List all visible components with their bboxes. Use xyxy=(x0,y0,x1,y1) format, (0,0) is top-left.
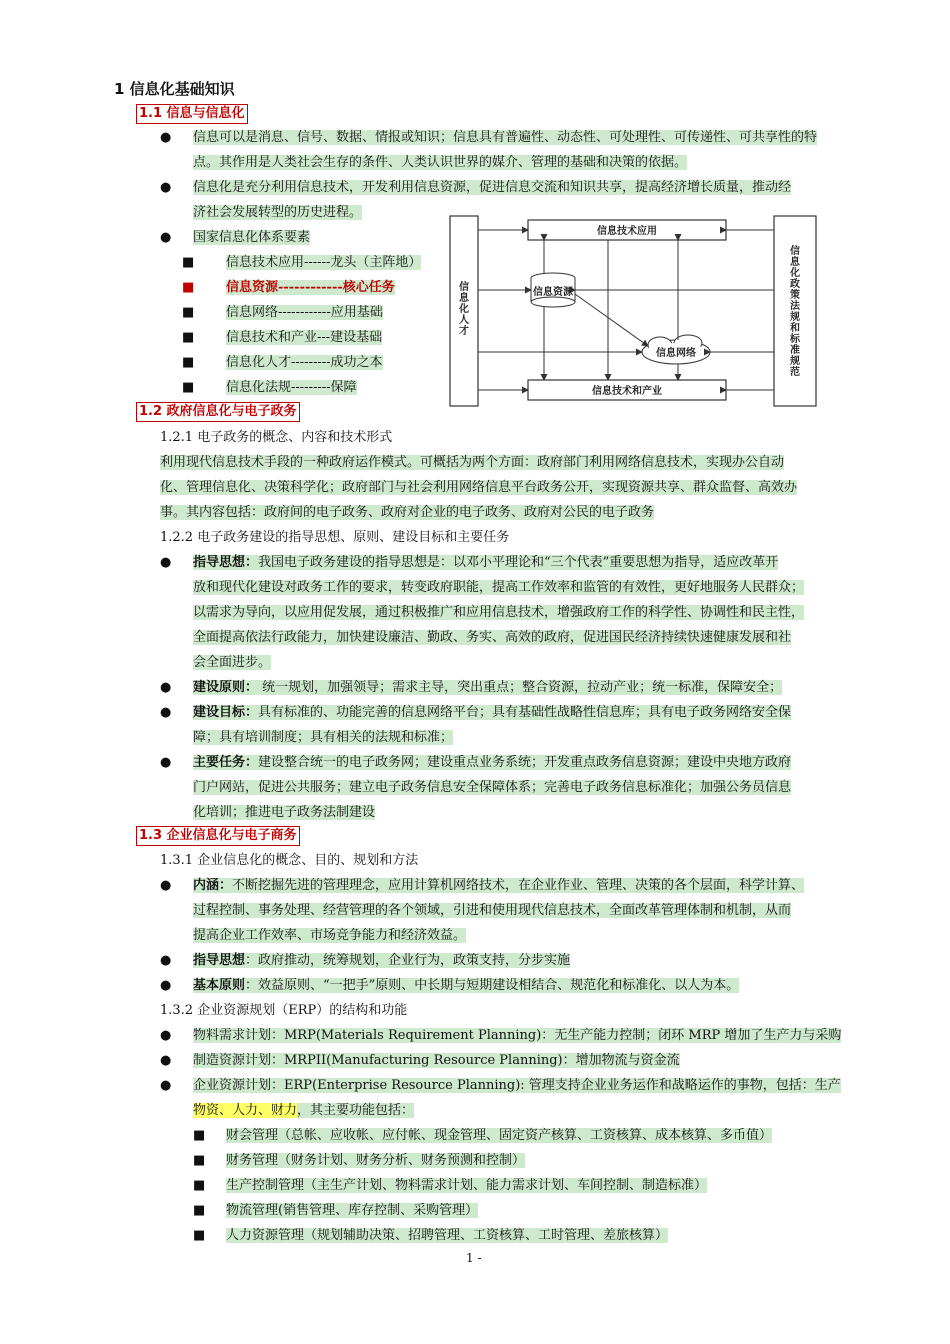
paragraph-line: 我国电子政务建设的指导思想是：以邓小平理论和“三个代表”重要思想为指导，适应改革开 xyxy=(258,555,779,570)
square-bullet: ■ xyxy=(182,380,195,395)
paragraph-line: 以需求为导向，以应用促发展，通过积极推广和应用信息技术，增强政府工作的科学性、协调性和民主性， xyxy=(193,605,805,620)
label-policy xyxy=(789,244,801,378)
paragraph-line: 会全面进步。 xyxy=(193,655,272,670)
square-bullet: ■ xyxy=(182,330,195,345)
paragraph-line: ，其主要功能包括： xyxy=(297,1103,415,1118)
bullet-dot: ● xyxy=(160,978,172,993)
paragraph-line: 济社会发展转型的历史进程。 xyxy=(193,205,363,220)
function-item: 财会管理（总帐、应收帐、应付帐、现金管理、固定资产核算、工资核算、成本核算、多币值） xyxy=(226,1128,773,1143)
talent-label-char: 信 xyxy=(459,282,469,293)
bullet-dot: ● xyxy=(160,755,172,770)
term-label: 基本原则 xyxy=(193,978,246,993)
paragraph-line: 建设整合统一的电子政务网；建设重点业务系统；开发重点政务信息资源；建设中央地方政府 xyxy=(258,755,792,770)
square-bullet: ■ xyxy=(193,1128,206,1143)
paragraph-line: ：政府推动，统筹规划，企业行为，政策支持，分步实施 xyxy=(245,953,571,968)
bullet-dot: ● xyxy=(160,705,172,720)
subsection-title: 1.3.2 企业资源规划（ERP）的结构和功能 xyxy=(160,1003,408,1018)
policy-label-char: 法 xyxy=(790,301,800,312)
square-bullet: ■ xyxy=(182,355,195,370)
element-item: 信息网络------------应用基础 xyxy=(226,305,383,320)
element-item: 信息化法规---------保障 xyxy=(226,380,357,395)
element-item: 信息化人才---------成功之本 xyxy=(226,355,383,370)
bullet-dot: ● xyxy=(160,555,172,570)
paragraph-line: 企业资源计划：ERP(Enterprise Resource Planning): 管理支持企业业务运作和战略运作的事物，包括：生产 xyxy=(193,1078,841,1093)
paragraph-line: 利用现代信息技术手段的一种政府运作模式。可概括为两个方面：政府部门利用网络信息技术，实现办公自动 xyxy=(160,455,785,470)
policy-label-char: 和 xyxy=(790,323,800,334)
talent-label-char: 人 xyxy=(459,315,469,326)
policy-label-char: 范 xyxy=(790,367,800,378)
talent-label-char: 息 xyxy=(459,293,469,304)
policy-label-char: 息 xyxy=(790,257,800,268)
bullet-dot: ● xyxy=(160,680,172,695)
policy-label-char: 政 xyxy=(790,279,800,290)
label-resource: 信息资源 xyxy=(533,287,573,298)
policy-label-char: 准 xyxy=(790,345,800,356)
square-bullet: ■ xyxy=(193,1153,206,1168)
square-bullet: ■ xyxy=(193,1228,206,1243)
function-item: 财务管理（财务计划、财务分析、财务预测和控制） xyxy=(226,1153,526,1168)
term-label: 建设目标： xyxy=(193,705,259,720)
paragraph-line: 物料需求计划：MRP(Materials Requirement Planning)：无生产能力控制；闭环 MRP 增加了生产力与采购 xyxy=(193,1028,842,1043)
policy-label-char: 信 xyxy=(790,246,800,257)
function-item: 物流管理(销售管理、库存控制、采购管理） xyxy=(226,1203,479,1218)
paragraph-line: 门户网站，促进公共服务；建立电子政务信息安全保障体系；完善电子政务信息标准化；加强公务员信息 xyxy=(193,780,792,795)
term-label: 内涵： xyxy=(193,878,233,893)
square-bullet: ■ xyxy=(193,1178,206,1193)
informatization-system-diagram xyxy=(448,212,820,410)
section-heading-1-2: 1.2 政府信息化与电子政务 xyxy=(136,402,300,422)
function-item: 人力资源管理（规划辅助决策、招聘管理、工资核算、工时管理、差旅核算） xyxy=(226,1228,669,1243)
element-item: 信息技术和产业---建设基础 xyxy=(226,330,383,345)
bullet-dot: ● xyxy=(160,1053,172,1068)
paragraph-line: 信息化是充分利用信息技术，开发利用信息资源，促进信息交流和知识共享，提高经济增长质量，推动经 xyxy=(193,180,792,195)
subsection-title: 1.3.1 企业信息化的概念、目的、规划和方法 xyxy=(160,853,419,868)
paragraph-line: 全面提高依法行政能力，加快建设廉洁、勤政、务实、高效的政府，促进国民经济持续快速健康发展和社 xyxy=(193,630,792,645)
section-heading-1-1: 1.1 信息与信息化 xyxy=(136,104,248,124)
bullet-dot: ● xyxy=(160,953,172,968)
subsection-title: 1.2.1 电子政务的概念、内容和技术形式 xyxy=(160,430,393,445)
term-label: 主要任务： xyxy=(193,755,259,770)
label-talent xyxy=(458,280,470,337)
term-label: 指导思想： xyxy=(193,555,259,570)
square-bullet: ■ xyxy=(193,1203,206,1218)
term-label: 指导思想 xyxy=(193,953,246,968)
paragraph-line: 化、管理信息化、决策科学化；政府部门与社会利用网络信息平台政务公开，实现资源共享、群众监督、高效办 xyxy=(160,480,798,495)
section-heading-1-3: 1.3 企业信息化与电子商务 xyxy=(136,826,300,846)
paragraph-line: ：效益原则、“一把手”原则、中长期与短期建设相结合、规范化和标准化、以人为本。 xyxy=(245,978,740,993)
bullet-dot: ● xyxy=(160,878,172,893)
bullet-dot: ● xyxy=(160,180,172,195)
paragraph-line: 提高企业工作效率、市场竞争能力和经济效益。 xyxy=(193,928,467,943)
paragraph-line: 制造资源计划：MRPII(Manufacturing Resource Planning)：增加物流与资金流 xyxy=(193,1053,680,1068)
term-label: 建设原则： xyxy=(193,680,259,695)
paragraph-line: 国家信息化体系要素 xyxy=(193,230,311,245)
paragraph-line: 化培训；推进电子政务法制建设 xyxy=(193,805,376,820)
page-number: 1 - xyxy=(466,1251,482,1265)
policy-label-char: 规 xyxy=(790,312,800,323)
function-item: 生产控制管理（主生产计划、物料需求计划、能力需求计划、车间控制、制造标准） xyxy=(226,1178,708,1193)
policy-label-char: 化 xyxy=(790,268,800,279)
bullet-dot: ● xyxy=(160,130,172,145)
bullet-dot: ● xyxy=(160,230,172,245)
element-item: 信息技术应用------龙头（主阵地） xyxy=(226,255,422,270)
label-it-application: 信息技术应用 xyxy=(597,226,657,237)
policy-label-char: 标 xyxy=(790,334,800,345)
paragraph-line: 不断挖掘先进的管理理念，应用计算机网络技术，在企业作业、管理、决策的各个层面，科学计算、 xyxy=(232,878,805,893)
square-bullet: ■ xyxy=(182,255,195,270)
bullet-dot: ● xyxy=(160,1028,172,1043)
paragraph-line: 放和现代化建设对政务工作的要求，转变政府职能，提高工作效率和监管的有效性，更好地服务人民群众； xyxy=(193,580,805,595)
paragraph-line: 障；具有培训制度；具有相关的法规和标准； xyxy=(193,730,454,745)
paragraph-line: 具有标准的、功能完善的信息网络平台；具有基础性战略性信息库；具有电子政务网络安全保 xyxy=(258,705,792,720)
talent-label-char: 才 xyxy=(459,326,469,337)
highlighted-resources: 物资、人力、财力 xyxy=(193,1103,298,1118)
paragraph-line: 统一规划，加强领导；需求主导，突出重点；整合资源，拉动产业；统一标准，保障安全； xyxy=(258,680,783,695)
bullet-dot: ● xyxy=(160,1078,172,1093)
label-it-industry: 信息技术和产业 xyxy=(592,386,662,397)
policy-label-char: 规 xyxy=(790,356,800,367)
policy-label-char: 策 xyxy=(790,290,800,301)
paragraph-line: 信息可以是消息、信号、数据、情报或知识；信息具有普遍性、动态性、可处理性、可传递性、可共享性的特 xyxy=(193,130,818,145)
paragraph-line: 过程控制、事务处理、经营管理的各个领域，引进和使用现代信息技术，全面改革管理体制和机制，从而 xyxy=(193,903,792,918)
square-bullet: ■ xyxy=(182,280,195,295)
chapter-title: 1 信息化基础知识 xyxy=(114,80,235,98)
element-item: 信息资源------------核心任务 xyxy=(226,280,395,295)
talent-label-char: 化 xyxy=(459,304,469,315)
paragraph-line: 点。其作用是人类社会生存的条件、人类认识世界的媒介、管理的基础和决策的依据。 xyxy=(193,155,688,170)
subsection-title: 1.2.2 电子政务建设的指导思想、原则、建设目标和主要任务 xyxy=(160,530,510,545)
paragraph-line: 事。其内容包括：政府间的电子政务、政府对企业的电子政务、政府对公民的电子政务 xyxy=(160,505,655,520)
label-network: 信息网络 xyxy=(656,348,696,359)
square-bullet: ■ xyxy=(182,305,195,320)
